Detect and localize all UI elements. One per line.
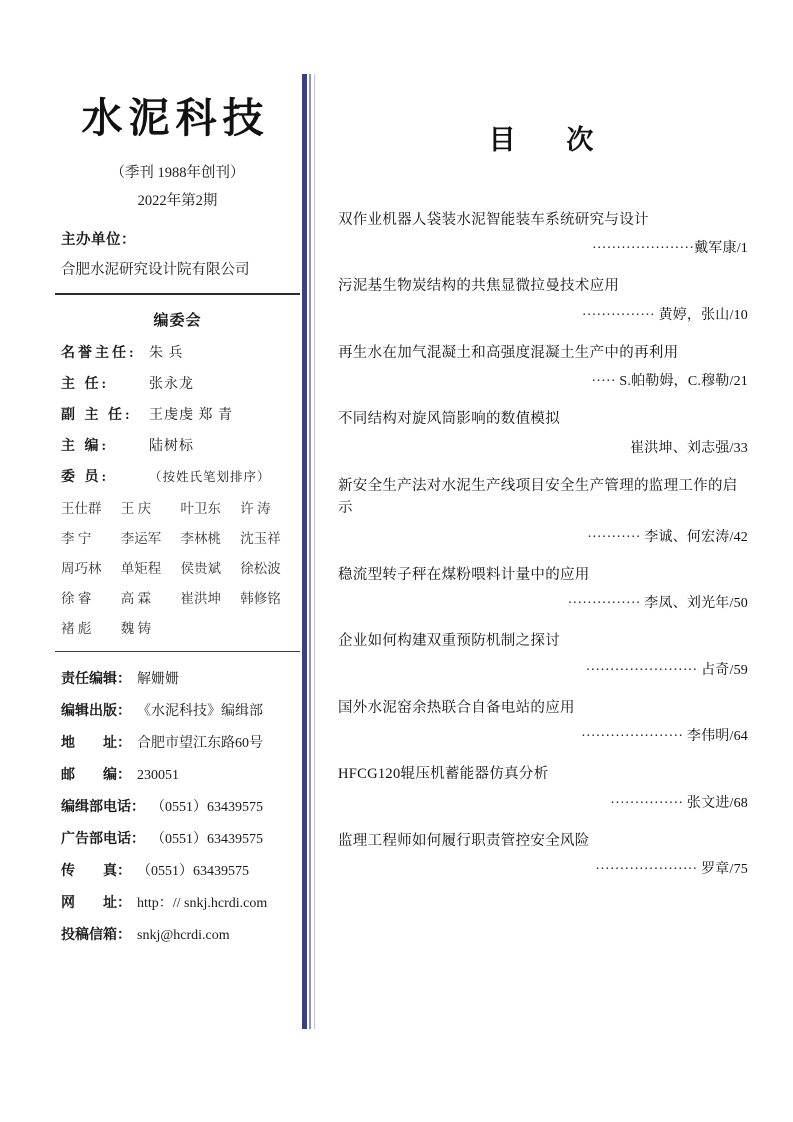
toc-entry-title: 不同结构对旋风筒影响的数值模拟 — [338, 411, 560, 428]
toc-entry-authors-page: ··············· 黄婷，张山/10 — [581, 307, 748, 323]
contact-row — [61, 668, 300, 688]
toc-title: 目 次 — [488, 125, 616, 155]
sponsor-name: 合肥水泥研究设计院有限公司 — [61, 262, 250, 279]
board-member-row — [61, 617, 300, 637]
board-member: 沈玉祥 — [240, 531, 281, 547]
editorial-board-list — [55, 342, 300, 486]
contact-label: 地 址： — [61, 736, 131, 752]
contact-row — [61, 860, 300, 880]
board-value: 陆树标 — [149, 439, 194, 455]
divider-rule-bottom — [55, 651, 300, 652]
toc-entry-title: 监理工程师如何履行职责管控安全风险 — [338, 832, 590, 849]
contact-value: 《水泥科技》编缉部 — [137, 704, 263, 720]
board-member: 徐松波 — [240, 561, 281, 577]
board-member: 王仕群 — [61, 501, 102, 517]
board-member — [240, 617, 300, 637]
board-member-row — [61, 557, 300, 577]
board-role: 主 任: — [61, 377, 110, 393]
toc-entry-title: 企业如何构建双重预防机制之探讨 — [338, 633, 560, 650]
contact-row — [61, 828, 300, 848]
board-role: 名誉主任: — [61, 346, 137, 362]
contact-row — [61, 732, 300, 752]
board-member-row — [61, 497, 300, 517]
board-role: 副 主 任: — [61, 408, 133, 424]
board-member: 李 宁 — [61, 531, 92, 547]
divider-bar-secondary — [309, 74, 311, 1029]
contact-label: 编缉部电话： — [61, 800, 145, 816]
toc-entry[interactable] — [338, 342, 748, 390]
contact-label: 投稿信箱： — [61, 928, 131, 944]
toc-entry[interactable] — [338, 697, 748, 745]
journal-issue: 2022年第2期 — [137, 193, 218, 210]
board-member: 叶卫东 — [180, 501, 221, 517]
contact-label: 邮 编： — [61, 768, 131, 784]
toc-entry[interactable] — [338, 763, 748, 811]
board-member — [181, 617, 241, 637]
toc-entry-authors-page: ·····················戴军康/1 — [592, 241, 748, 257]
board-member: 侯贵斌 — [180, 561, 221, 577]
toc-entry-authors-page: ····· S.帕勒姆，C.穆勒/21 — [591, 374, 748, 390]
divider-bar-tertiary — [314, 74, 315, 1029]
toc-entry-title: HFCG120辊压机蓄能器仿真分析 — [338, 766, 549, 783]
board-row — [61, 342, 300, 362]
divider-rule-top — [55, 293, 300, 295]
board-member: 周巧林 — [61, 561, 102, 577]
divider-bar-primary — [302, 74, 307, 1029]
toc-entry-title: 国外水泥窑余热联合自备电站的应用 — [338, 699, 575, 716]
board-member: 徐 睿 — [61, 591, 92, 607]
vertical-divider — [302, 74, 318, 1029]
board-member: 王 庆 — [120, 501, 152, 517]
website-url[interactable]: http：// snkj.hcrdi.com — [137, 896, 268, 912]
contact-label: 网 址： — [61, 896, 131, 912]
board-member: 崔洪坤 — [180, 591, 221, 607]
toc-entry[interactable] — [338, 475, 748, 546]
toc-entry[interactable] — [338, 564, 748, 612]
contact-row-email — [61, 924, 300, 944]
toc-entry-title: 双作业机器人袋装水泥智能装车系统研究与设计 — [338, 212, 649, 228]
board-value: 朱 兵 — [149, 346, 184, 362]
toc-entry[interactable] — [338, 275, 748, 323]
contact-block — [55, 668, 300, 944]
board-member-row — [61, 527, 300, 547]
board-role: 主 编: — [61, 439, 110, 455]
contact-value: （0551）63439575 — [151, 832, 263, 848]
journal-masthead-title: 水泥科技 — [81, 94, 270, 142]
toc-entry[interactable] — [338, 830, 748, 878]
table-of-contents — [338, 118, 748, 896]
toc-entry-authors-page: ······················· 占奇/59 — [585, 662, 748, 678]
contact-label: 编辑出版： — [61, 704, 131, 720]
board-member: 褚 彪 — [61, 621, 92, 637]
toc-entry-authors-page: ····················· 罗章/75 — [595, 862, 748, 878]
board-row — [61, 373, 300, 393]
board-members-grid — [55, 497, 300, 637]
board-member-row — [61, 587, 300, 607]
contact-label: 传 真： — [61, 864, 131, 880]
toc-entry-authors-page: ··············· 张文进/68 — [610, 795, 748, 811]
board-value: 张永龙 — [149, 377, 194, 393]
toc-entry-authors-page: ··············· 李凤、刘光年/50 — [567, 596, 748, 612]
toc-entry-title: 稳流型转子秤在煤粉喂料计量中的应用 — [338, 566, 590, 583]
toc-entry[interactable] — [338, 209, 748, 257]
contact-row — [61, 764, 300, 784]
journal-periodicity: （季刊 1988年创刊） — [110, 165, 245, 182]
contact-value: （0551）63439575 — [151, 800, 263, 816]
contact-value: 230051 — [137, 768, 179, 784]
toc-entry-authors-page: 崔洪坤、刘志强/33 — [630, 440, 748, 456]
board-member: 魏 铸 — [120, 621, 152, 637]
editorial-board-title: 编委会 — [153, 313, 202, 330]
email-address[interactable]: snkj@hcrdi.com — [137, 928, 230, 944]
toc-entry-authors-page: ····················· 李伟明/64 — [581, 729, 748, 745]
contact-row-website — [61, 892, 300, 912]
sponsor-label: 主办单位： — [61, 232, 136, 249]
contact-label: 责任编辑： — [61, 672, 131, 688]
board-value: 王虔虔 郑 青 — [149, 408, 233, 424]
board-role: 委 员: — [61, 470, 110, 486]
contact-row — [61, 796, 300, 816]
contact-value: （0551）63439575 — [137, 864, 249, 880]
board-member: 韩修铭 — [240, 591, 281, 607]
toc-entry[interactable] — [338, 630, 748, 678]
journal-info-column — [55, 96, 300, 956]
toc-entry[interactable] — [338, 408, 748, 456]
toc-entry-title: 新安全生产法对水泥生产线项目安全生产管理的监理工作的启示 — [338, 477, 738, 517]
toc-entry-title: 污泥基生物炭结构的共焦显微拉曼技术应用 — [338, 278, 620, 295]
board-member: 李林桃 — [180, 531, 221, 547]
board-member: 高 霖 — [120, 591, 152, 607]
toc-entry-authors-page: ··········· 李诚、何宏涛/42 — [587, 529, 748, 545]
contact-row — [61, 700, 300, 720]
contact-value: 合肥市望江东路60号 — [137, 736, 263, 752]
contact-label: 广告部电话： — [61, 832, 145, 848]
sponsor-block — [55, 228, 300, 279]
board-member: 李运军 — [120, 531, 162, 547]
board-row — [61, 404, 300, 424]
board-member: 许 涛 — [240, 501, 271, 517]
contact-value: 解姗姗 — [137, 672, 179, 688]
toc-entry-title: 再生水在加气混凝土和高强度混凝土生产中的再利用 — [338, 344, 679, 361]
board-row — [61, 435, 300, 455]
board-row — [61, 466, 300, 486]
board-member: 单矩程 — [120, 561, 162, 577]
board-value: （按姓氏笔划排序） — [149, 470, 271, 485]
